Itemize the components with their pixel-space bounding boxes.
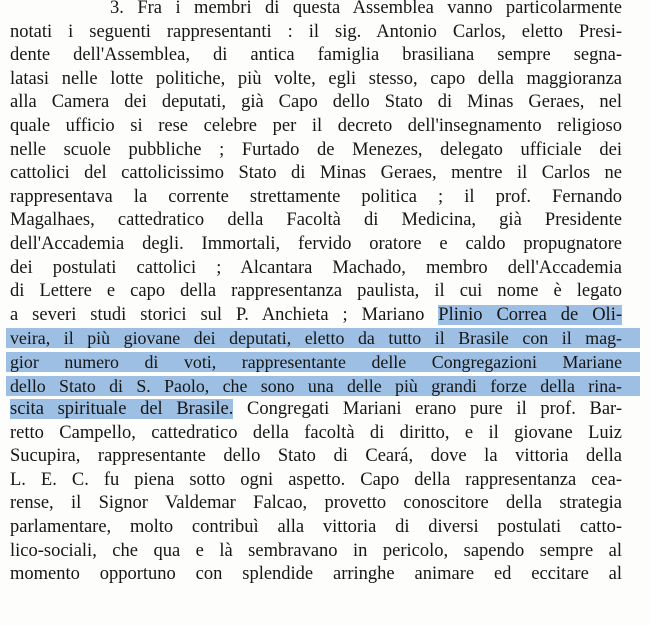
line-text: parlamentare, molto contribuì alla vittoria di diversi postulati catto- [10,517,622,538]
line-text: momento opportuno con splendide arringhe animare ed eccitare al [10,564,622,585]
text-line [10,162,622,186]
line-text: lico-sociali, che qua e là sembravano in pericolo, sapendo sempre al [10,540,622,561]
text-line [10,68,622,92]
text-line [10,398,622,422]
line-text: nelle scuole pubbliche ; Furtado de Menezes, delegato ufficiale dei [10,139,622,160]
text-line [10,375,622,399]
line-text: retto Campello, cattedratico della facoltà di diritto, e il giovane Luiz [10,422,622,443]
text-line [10,0,622,21]
text-line [10,209,622,233]
text-line [10,257,622,281]
text-line [10,351,622,375]
highlighted-text: scita spirituale del Brasile. [10,399,234,420]
text-line [10,304,622,328]
line-text: L. E. C. fu piena sotto ogni aspetto. Capo della rappresentanza cea- [10,469,622,490]
highlighted-text: veira, il più giovane dei deputati, eletto da tutto il Brasile con il mag- [6,328,640,348]
line-text: latasi nelle lotte politiche, più volte, egli stesso, capo della maggioranza [10,68,622,89]
text-line [10,469,622,493]
text-line [10,280,622,304]
line-text: dente dell'Assemblea, di antica famiglia brasiliana sempre segna- [10,45,622,66]
highlighted-text: dello Stato di S. Paolo, che sono una delle più grandi forze della rina- [6,376,640,396]
text-line [10,91,622,115]
line-text: rappresentava la corrente strettamente politica ; il prof. Fernando [10,186,622,207]
line-text: di Lettere e capo della rappresentanza paulista, il cui nome è legato [10,281,622,302]
text-line [10,540,622,564]
line-text: cattolici del cattolicissimo Stato di Minas Geraes, mentre il Carlos ne [10,163,622,184]
highlighted-text: Plinio Correa de Oli- [438,304,622,325]
text-line [10,44,622,68]
text-line [10,422,622,446]
text-line [10,445,622,469]
document-body [10,0,622,587]
line-text: Sucupira, rappresentante dello Stato di Ceará, dove la vittoria della [10,446,622,467]
text-line [10,186,622,210]
line-text: a severi studi storici sul P. Anchieta ; Mariano [10,304,439,325]
line-text: notati i seguenti rappresentanti : il sig. Antonio Carlos, eletto Presi- [10,21,622,42]
line-text: Magalhaes, cattedratico della Facoltà di Medicina, già Presidente [10,210,622,231]
text-line [10,21,622,45]
line-text: 3. Fra i membri di questa Assemblea vanno particolarmente [110,0,622,18]
line-text: quale ufficio si rese celebre per il decreto dell'insegnamento religioso [10,115,622,136]
text-line [10,233,622,257]
text-line [10,516,622,540]
line-text: dei postulati cattolici ; Alcantara Machado, membro dell'Accademia [10,257,622,278]
text-line [10,327,622,351]
line-text: alla Camera dei deputati, già Capo dello Stato di Minas Geraes, nel [10,92,622,113]
line-text: rense, il Signor Valdemar Falcao, provetto conoscitore della strategia [10,493,622,514]
text-line [10,492,622,516]
text-line [10,563,622,587]
highlighted-text: gior numero di voti, rappresentante delle Congregazioni Mariane [6,352,640,372]
text-line [10,139,622,163]
line-text: dell'Accademia degli. Immortali, fervido oratore e caldo propugnatore [10,233,622,254]
text-line [10,115,622,139]
line-text: Congregati Mariani erano pure il prof. Bar- [233,399,622,420]
